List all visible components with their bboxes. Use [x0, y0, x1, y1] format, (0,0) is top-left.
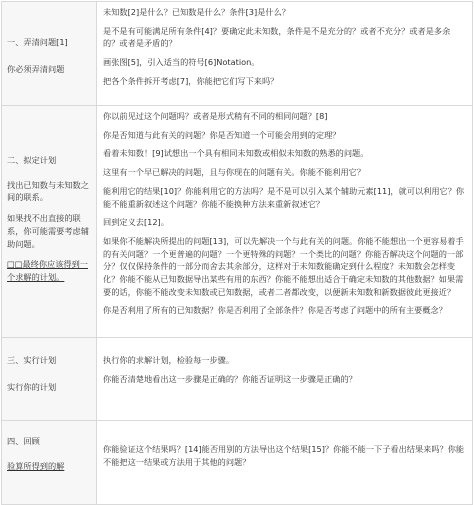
stage-note: 找出已知数与未知数之间的联系。	[7, 179, 89, 203]
questions-cell	[97, 2, 473, 106]
question-paragraph: 你能否清楚地看出这一步骤是正确的？你能否证明这一步骤是正确的？	[103, 373, 357, 384]
questions-cell	[97, 338, 473, 421]
question-paragraph: 是不是有可能满足所有条件[4]？要确定此未知数，条件是不是充分的？或者不充分？或者是多余的？或者是矛盾的？	[103, 25, 451, 49]
questions-cell	[97, 106, 473, 338]
question-paragraph: 回到定义去[12]。	[103, 217, 169, 228]
question-paragraph: 这里有一个早已解决的问题，且与你现在的问题有关。你能不能利用它？	[103, 167, 366, 178]
problem-solving-table	[1, 1, 473, 505]
table-row-carry-out	[2, 338, 473, 421]
question-paragraph: 你以前见过这个问题吗？或者是形式稍有不同的相同问题？[8]	[103, 111, 328, 121]
stage-note: 验算所得到的解	[7, 460, 65, 471]
stage-note: 你必须弄清问题	[7, 63, 65, 74]
table-row-understand	[2, 2, 473, 106]
question-paragraph: 未知数[2]是什么？已知数是什么？条件[3]是什么？	[103, 7, 290, 17]
question-paragraph: 把各个条件拆开考虑[7]，你能把它们写下来吗？	[103, 75, 279, 86]
stage-note: 如果找不出直接的联系，你可能需要考虑辅助问题。	[7, 213, 89, 249]
question-paragraph: 你是否知道与此有关的问题？你是否知道一个可能会用到的定理？	[103, 129, 341, 140]
questions-cell	[97, 421, 473, 505]
table-row-plan	[2, 106, 473, 338]
question-paragraph: 画张图[5]，引入适当的符号[6]Notation。	[103, 57, 260, 68]
stage-title: 二、拟定计划	[7, 155, 57, 165]
stage-cell	[2, 106, 97, 338]
stage-note: □□最终你应该得到一个求解的计划。	[7, 259, 88, 282]
question-paragraph: 执行你的求解计划，检验每一步骤。	[103, 355, 235, 365]
question-paragraph: 看着未知数！[9]试想出一个具有相同未知数或相似未知数的熟悉的问题。	[103, 148, 369, 159]
question-paragraph: 能利用它的结果[10]？你能利用它的方法吗？是不是可以引入某个辅助元素[11]，就可以利用它？你能不能重新叙述这个问题？你能不能换种方法来重新叙述它？	[103, 185, 465, 209]
stage-note: 实行你的计划	[7, 381, 57, 392]
stage-cell	[2, 2, 97, 106]
question-paragraph: 如果你不能解决所提出的问题[13]，可以先解决一个与此有关的问题。你能不能想出一个更容易着手的有关问题？一个更普遍的问题？一个更特殊的问题？一个类比的问题？你能否解决这个问题的一部分？仅仅保持条件的一部分而舍去其余部分，这样对于未知数能确定到什么程度？未知数会怎样变化？你能不能从已知数据导出某些有用的东西？你能不能想出适合于确定未知数的其他数据？如果需要的话，你能不能改变未知数或已知数据，或者二者都改变，以便新未知数和新数据彼此更接近？	[103, 235, 464, 297]
table-row-look-back	[2, 421, 473, 505]
stage-cell	[2, 338, 97, 421]
stage-cell	[2, 421, 97, 505]
stage-title: 一、弄清问题[1]	[7, 37, 68, 47]
stage-title: 四、回顾	[7, 436, 40, 446]
stage-title: 三、实行计划	[7, 355, 57, 365]
question-paragraph: 你能验证这个结果吗？[14]能否用别的方法导出这个结果[15]？你能不能一下子看出结果来吗？你能不能把这一结果或方法用于其他的问题？	[103, 444, 465, 467]
question-paragraph: 你是否利用了所有的已知数据？你是否利用了全部条件？你是否考虑了问题中的所有主要概念？	[103, 305, 447, 316]
